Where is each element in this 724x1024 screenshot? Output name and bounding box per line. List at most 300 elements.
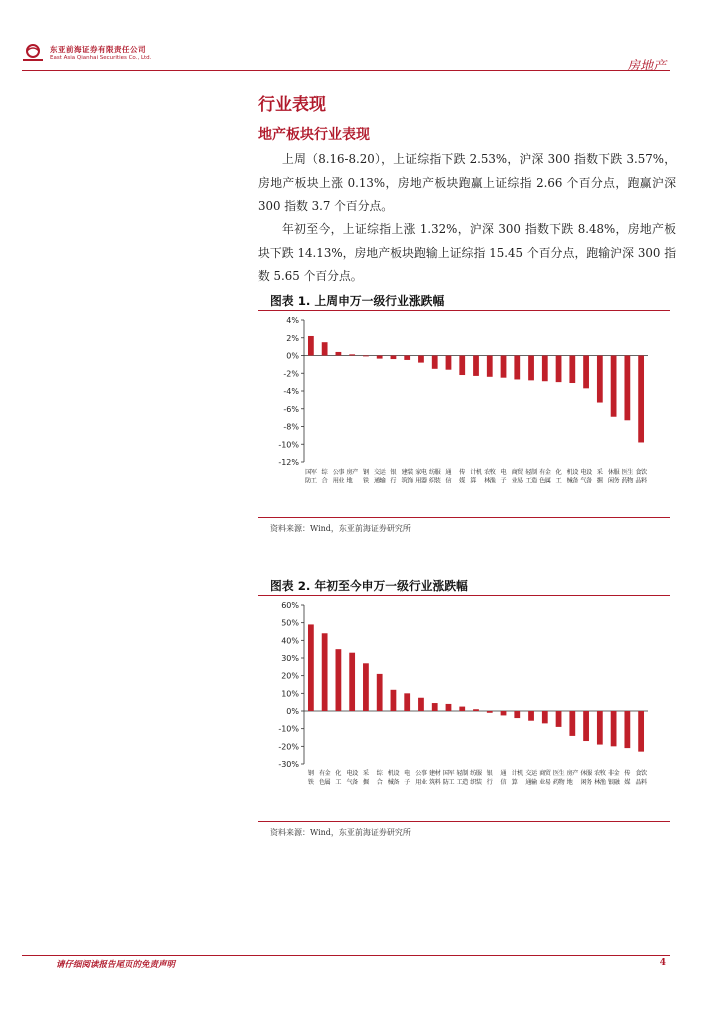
svg-text:防: 防 [442,779,449,786]
chart2-y-tick-label: 0% [286,707,299,716]
svg-text:输: 输 [530,779,538,786]
chart2-y-tick-label: 10% [281,689,299,699]
heading-real-estate-performance: 地产板块行业表现 [258,127,370,143]
chart2-bar [473,709,479,711]
svg-text:化: 化 [555,469,562,476]
chart1-bar [404,356,410,360]
svg-text:备: 备 [393,779,400,786]
svg-text:军: 军 [310,469,317,476]
svg-text:电: 电 [580,469,587,476]
footer-rule [22,955,670,956]
company-logo-icon [22,44,44,62]
chart1-category-label [597,468,603,485]
svg-text:备: 备 [352,779,359,786]
svg-text:防: 防 [305,477,312,485]
svg-text:铁: 铁 [362,477,370,485]
chart2-category-label [567,769,579,786]
svg-text:军: 军 [448,770,455,777]
svg-text:品: 品 [635,779,642,786]
chart2-category-label [553,769,565,786]
company-name-en: East Asia Qianhai Securities Co., Ltd. [50,55,152,61]
chart1-y-tick-label: -8% [283,422,299,432]
figure2-source: 资料来源：Wind，东亚前海证券研究所 [270,828,411,837]
svg-text:林: 林 [484,477,491,485]
chart2-category-label [346,769,359,786]
svg-text:传: 传 [624,770,631,777]
chart2-category-label [512,769,524,786]
svg-text:色: 色 [539,477,546,485]
chart1-bar [391,356,397,360]
svg-text:渔: 渔 [489,477,496,485]
chart1-y-tick-label: -2% [283,369,299,379]
svg-text:工: 工 [448,779,455,786]
svg-text:料: 料 [434,779,441,786]
chart1-bar [322,342,328,355]
chart2-category-label [525,769,538,786]
chart1-category-label [470,468,482,485]
svg-text:料: 料 [641,477,648,485]
svg-text:业: 业 [420,779,428,786]
svg-text:地: 地 [566,779,573,786]
chart2-y-tick-label: 60% [281,601,299,610]
svg-text:业: 业 [539,779,546,786]
svg-text:通: 通 [500,770,507,777]
chart2-bar [363,663,369,711]
svg-text:林: 林 [594,779,601,786]
chart2-category-label [377,769,384,786]
svg-text:有: 有 [539,469,546,476]
paragraph-ytd: 年初至今，上证综指上涨 1.32%，沪深 300 指数下跌 8.48%，房地产板块下跌 14.13%，房地产板块跑输上证综指 15.45 个百分点，跑输沪深 300 指数 5.65 个百分点。 [258,222,676,283]
paragraph-weekly: 上周（8.16-8.20），上证综指下跌 2.53%，沪深 300 指数下跌 3.57%，房地产板块上涨 0.13%，房地产板块跑赢上证综指 2.66 个百分点，跑赢沪深 300 指数 3.7 个百分点。 [258,152,676,213]
svg-text:工: 工 [335,779,342,786]
chart2-bar [638,711,644,752]
svg-text:装: 装 [434,477,441,485]
svg-text:业: 业 [511,477,518,485]
svg-text:机: 机 [566,469,573,476]
chart2-bar [487,711,493,713]
chart1-category-label [346,468,358,485]
svg-text:传: 传 [459,469,466,476]
svg-text:农: 农 [484,469,491,476]
chart1-bar [542,356,548,382]
svg-text:工: 工 [310,477,317,485]
chart2-category-label [457,769,469,786]
svg-text:行: 行 [486,779,493,786]
chart1-category-label [402,468,415,485]
svg-text:掘: 掘 [596,477,603,485]
chart1-category-label [539,468,551,485]
svg-text:工: 工 [525,477,532,485]
svg-text:金: 金 [324,770,331,777]
chart2-y-tick-label: 30% [281,654,299,663]
svg-text:装: 装 [407,469,414,476]
chart2-bar [624,711,630,748]
svg-text:设: 设 [585,469,593,476]
svg-text:饰: 饰 [407,477,414,485]
svg-text:生: 生 [627,469,634,476]
svg-text:钢: 钢 [362,469,370,476]
svg-text:物: 物 [627,477,634,485]
chart2-category-label [608,769,621,786]
figure2-title: 图表 2. 年初至今申万一级行业涨跌幅 [270,579,468,593]
svg-text:物: 物 [558,779,565,786]
svg-text:易: 易 [517,477,524,485]
chart1-bar [459,356,465,376]
chart1-category-label [635,468,648,485]
svg-text:媒: 媒 [459,477,466,485]
chart1-bar [569,356,575,384]
chart2-y-tick-label: -30% [278,760,299,769]
svg-text:银: 银 [486,770,493,777]
svg-text:掘: 掘 [362,779,370,786]
svg-text:药: 药 [552,779,560,786]
svg-text:电: 电 [420,469,428,476]
svg-text:银: 银 [390,469,397,476]
section-tag: 房地产 [626,59,666,74]
chart2-bar [432,703,438,711]
svg-text:备: 备 [572,477,579,485]
svg-text:轻: 轻 [456,770,463,777]
svg-text:医: 医 [621,469,628,476]
chart2-category-label [415,769,428,786]
svg-text:国: 国 [305,469,312,476]
svg-text:运: 运 [530,770,538,777]
svg-text:子: 子 [500,477,507,485]
svg-text:筑: 筑 [401,477,408,485]
svg-text:设: 设 [352,770,359,777]
svg-text:算: 算 [511,779,518,786]
svg-text:融: 融 [613,779,620,786]
chart1-bar [501,356,507,378]
svg-text:贸: 贸 [517,469,524,476]
chart2-category-label [470,769,483,786]
svg-text:品: 品 [635,477,642,485]
svg-text:材: 材 [434,770,441,777]
svg-text:机: 机 [517,770,524,777]
svg-text:牧: 牧 [599,770,606,777]
chart2-bar [446,704,452,711]
svg-text:工: 工 [555,477,562,485]
svg-text:制: 制 [462,770,469,777]
svg-text:事: 事 [420,770,428,777]
footer-disclaimer: 请仔细阅读报告尾页的免责声明 [56,960,176,970]
svg-text:休: 休 [580,770,587,777]
svg-text:牧: 牧 [489,469,496,476]
chart2-category-label [624,769,631,786]
chart2-bar [501,711,507,715]
svg-text:交: 交 [525,770,532,777]
company-name-cn: 东亚前海证券有限责任公司 [50,45,146,54]
svg-text:色: 色 [318,779,326,786]
svg-text:合: 合 [321,477,328,485]
svg-text:械: 械 [566,477,573,485]
chart2-category-label [443,769,455,786]
figure2-rule [258,595,670,596]
chart1-bar [377,356,383,359]
heading-industry-performance: 行业表现 [258,95,326,115]
chart2-category-label [580,769,593,786]
svg-text:设: 设 [572,469,579,476]
svg-text:商: 商 [511,469,518,476]
svg-text:产: 产 [572,770,579,777]
svg-text:通: 通 [525,779,532,786]
chart1-bar [446,356,452,370]
svg-text:务: 务 [585,779,593,786]
svg-text:织: 织 [470,779,477,786]
svg-text:服: 服 [434,469,441,476]
chart2-category-label [429,769,442,786]
chart1-category-label [415,468,428,485]
svg-text:贸: 贸 [544,770,551,777]
chart2-bar [308,624,314,711]
chart2-bar [391,690,397,711]
chart1-category-label [363,468,370,485]
svg-text:信: 信 [445,477,452,485]
chart1-category-label [555,468,561,485]
svg-text:通: 通 [445,469,452,476]
svg-text:建: 建 [429,770,436,777]
chart1-category-label [512,468,525,485]
chart1-y-tick-label: 4% [286,316,299,325]
figure1-title: 图表 1. 上周申万一级行业涨跌幅 [270,294,445,308]
chart2-category-label [487,769,493,786]
chart2-y-tick-label: -20% [278,742,299,752]
svg-text:计: 计 [511,770,518,777]
chart2-y-tick-label: 50% [281,618,299,628]
chart1-bar [363,356,369,357]
chart1-bar [556,356,562,383]
svg-text:铁: 铁 [307,779,314,786]
chart1-y-tick-label: 0% [286,351,299,361]
chart1-y-tick-label: -10% [278,440,299,450]
svg-text:备: 备 [585,477,593,485]
svg-text:渔: 渔 [599,779,606,786]
chart1-bar [624,356,630,421]
svg-text:采: 采 [362,770,370,777]
svg-text:筑: 筑 [429,779,436,786]
chart2-bar [418,698,424,711]
svg-text:银: 银 [607,779,615,786]
header-rule [22,70,670,71]
svg-text:化: 化 [335,770,342,777]
svg-text:务: 务 [613,477,620,485]
chart2-bar [459,707,465,711]
svg-text:食: 食 [635,469,642,476]
svg-text:建: 建 [401,469,408,476]
svg-text:医: 医 [552,770,560,777]
chart2-bar [583,711,589,741]
chart1-category-label [580,468,593,485]
chart1-bar [487,356,493,377]
svg-text:属: 属 [324,779,331,786]
chart1-category-label [374,468,387,485]
page-number: 4 [659,958,666,968]
chart1-category-label [305,468,317,485]
svg-text:子: 子 [404,779,411,786]
svg-text:食: 食 [635,770,642,777]
svg-text:产: 产 [352,469,359,476]
svg-text:装: 装 [475,779,483,786]
svg-text:气: 气 [346,779,353,786]
svg-text:机: 机 [387,770,394,777]
chart1-bar [514,356,520,380]
chart2-bar [514,711,520,718]
svg-text:服: 服 [475,770,483,777]
svg-text:房: 房 [566,770,573,777]
svg-text:钢: 钢 [307,770,314,777]
chart1-y-tick-label: 2% [286,333,299,343]
svg-text:合: 合 [376,779,383,786]
chart2-y-tick-label: -10% [278,724,299,734]
chart2-bar [542,711,548,723]
chart1-y-tick-label: -6% [283,404,299,414]
chart1-category-label [608,468,621,485]
chart1-bar [638,356,644,443]
svg-text:纺: 纺 [470,770,477,777]
svg-text:家: 家 [415,469,422,476]
svg-text:闲: 闲 [580,779,587,786]
chart1-category-label [484,468,497,485]
svg-text:药: 药 [621,477,628,485]
chart1-bar [432,356,438,369]
svg-text:综: 综 [376,770,383,777]
chart2-bar [556,711,562,727]
svg-text:用: 用 [415,779,422,786]
svg-text:公: 公 [415,770,422,777]
chart1-category-label [622,468,634,485]
chart2-bar [404,693,410,711]
chart1-y-tick-label: -12% [278,458,299,467]
chart1-bar [473,356,479,376]
svg-text:用: 用 [332,477,339,485]
chart2-category-label [363,769,369,786]
chart1-y-tick-label: -4% [283,387,299,396]
chart1-category-label [567,468,580,485]
svg-text:属: 属 [544,477,551,485]
chart2-category-label [404,769,410,786]
svg-text:闲: 闲 [607,477,615,485]
chart2-category-label [635,769,648,786]
svg-text:房: 房 [346,469,353,476]
chart2-bar [611,711,617,746]
chart2-y-tick-label: 20% [281,671,299,681]
svg-text:信: 信 [500,779,507,786]
svg-text:媒: 媒 [624,779,631,786]
svg-text:纺: 纺 [429,469,436,476]
chart2-y-tick-label: 40% [281,636,299,646]
svg-text:金: 金 [544,469,551,476]
svg-text:农: 农 [594,770,601,777]
svg-text:有: 有 [318,770,326,777]
svg-text:制: 制 [530,469,538,476]
chart2-bar [569,711,575,736]
svg-text:运: 运 [379,469,386,476]
figure1-rule [258,310,670,311]
svg-text:综: 综 [321,469,328,476]
svg-text:器: 器 [420,477,428,485]
svg-text:设: 设 [393,770,400,777]
svg-text:电: 电 [346,770,353,777]
svg-text:通: 通 [373,477,381,485]
chart1-category-label [333,468,346,485]
chart2-category-label [308,769,315,786]
chart-ytd-industry-returns [258,597,670,820]
svg-text:饮: 饮 [641,469,648,476]
chart1-bar [349,354,355,355]
chart2-bar [336,649,342,711]
svg-text:公: 公 [332,469,339,476]
svg-text:料: 料 [641,779,648,786]
chart1-category-label [525,468,537,485]
svg-text:休: 休 [607,469,615,476]
svg-text:用: 用 [415,477,422,485]
svg-text:电: 电 [500,469,507,476]
chart-weekly-industry-returns [258,312,670,516]
svg-text:服: 服 [613,469,620,476]
chart1-category-label [445,468,451,485]
figure1-bottom-rule [258,517,670,518]
svg-text:采: 采 [596,469,603,476]
chart2-bar [322,633,328,711]
chart1-bar [597,356,603,403]
svg-text:金: 金 [613,770,620,777]
chart1-bar [308,336,314,356]
chart1-bar [611,356,617,417]
svg-text:计: 计 [470,469,477,476]
chart1-category-label [500,468,506,485]
svg-text:算: 算 [470,477,477,485]
figure2-bottom-rule [258,821,670,822]
chart2-bar [377,674,383,711]
chart2-bar [597,711,603,745]
chart2-category-label [500,769,506,786]
svg-text:交: 交 [373,469,381,476]
svg-text:地: 地 [346,477,353,485]
chart2-category-label [319,769,331,786]
chart2-category-label [335,769,341,786]
svg-text:国: 国 [442,770,449,777]
chart2-category-label [388,769,401,786]
svg-text:生: 生 [558,770,565,777]
svg-text:织: 织 [429,477,436,485]
svg-text:饮: 饮 [641,770,648,777]
chart1-category-label [429,468,442,485]
svg-text:造: 造 [530,477,538,485]
svg-text:商: 商 [539,770,546,777]
svg-text:服: 服 [585,770,593,777]
chart2-bar [349,653,355,711]
svg-text:易: 易 [544,779,551,786]
figure1-source: 资料来源：Wind，东亚前海证券研究所 [270,524,411,533]
svg-text:气: 气 [580,477,587,485]
chart1-category-label [459,468,466,485]
svg-text:械: 械 [387,779,394,786]
chart1-bar [336,352,342,356]
svg-text:输: 输 [379,477,386,485]
chart2-bar [528,711,534,721]
svg-text:业: 业 [338,477,345,485]
svg-text:轻: 轻 [525,469,532,476]
chart1-category-label [390,468,396,485]
svg-text:电: 电 [404,770,411,777]
svg-text:行: 行 [390,477,397,485]
chart1-bar [528,356,534,381]
svg-text:造: 造 [462,779,469,786]
svg-text:事: 事 [338,469,345,476]
chart1-bar [583,356,589,389]
chart2-category-label [594,769,607,786]
svg-text:机: 机 [475,469,483,476]
